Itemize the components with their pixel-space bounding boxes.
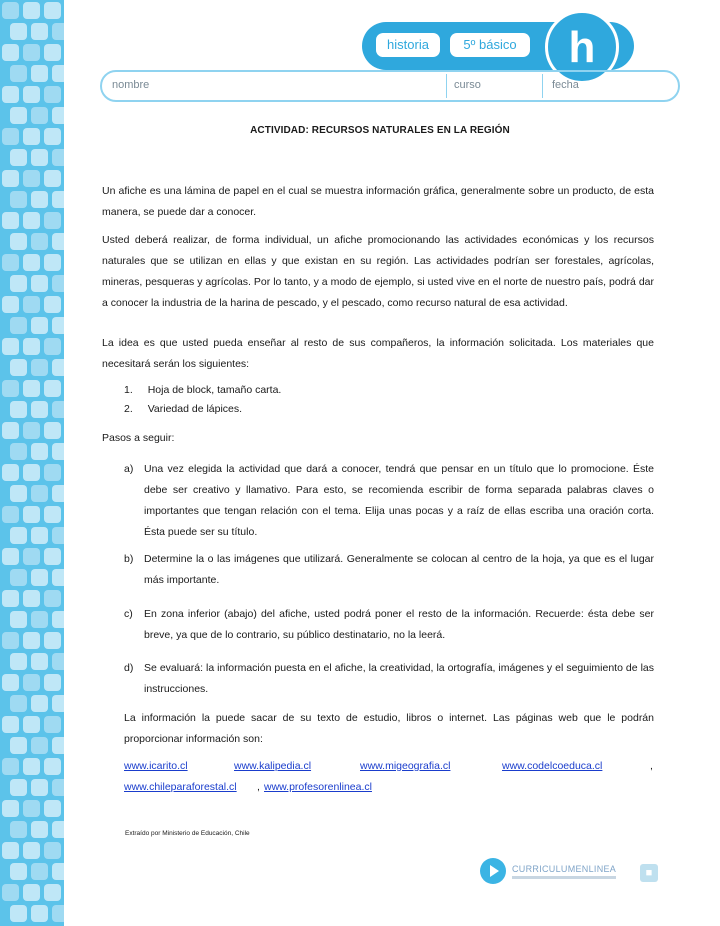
decorative-tile	[2, 2, 19, 19]
decorative-tile	[23, 128, 40, 145]
instructions-paragraph: Usted deberá realizar, de forma individual, un afiche promocionando las actividades económicas y los recursos naturales que se utilizan en ellas y que existan en su región. Las actividades podrían ser forestales, agrícolas, mineras, pesqueras y agrícolas. Por lo tanto, y a modo de ejemplo, si usted vive en el norte de nuestro país, podrá dar a conocer la industria de la harina de pescado, y el pescado, como recurso natural de esa actividad.	[102, 234, 654, 309]
decorative-tile	[52, 653, 64, 670]
curriculum-logo	[480, 858, 640, 886]
decorative-tile	[31, 107, 48, 124]
decorative-tile	[10, 317, 27, 334]
decorative-tile	[10, 485, 27, 502]
intro-paragraph: Un afiche es una lámina de papel en el cual se muestra información gráfica, generalmente sobre un producto, de esta manera, se puede dar a conocer.	[102, 185, 654, 218]
decorative-tile	[23, 716, 40, 733]
decorative-tile	[10, 611, 27, 628]
decorative-tile	[31, 275, 48, 292]
decorative-tile	[2, 506, 19, 523]
step-letter: c)	[124, 608, 133, 620]
list-item	[124, 380, 281, 400]
logo-tagline-bar	[512, 876, 616, 879]
comma: ,	[257, 781, 260, 793]
divider	[542, 74, 543, 98]
divider	[446, 74, 447, 98]
decorative-tile	[44, 170, 61, 187]
decorative-tile	[23, 674, 40, 691]
grade-badge: 5º básico	[450, 33, 530, 57]
decorative-tile	[31, 737, 48, 754]
decorative-tile	[10, 191, 27, 208]
decorative-tile	[10, 275, 27, 292]
list-text: Hoja de block, tamaño carta.	[147, 384, 282, 396]
decorative-tile	[10, 23, 27, 40]
decorative-tile	[44, 380, 61, 397]
decorative-tile	[2, 86, 19, 103]
corner-badge-icon: ■	[640, 864, 658, 882]
decorative-tile	[52, 863, 64, 880]
decorative-tile	[52, 401, 64, 418]
decorative-tile	[44, 716, 61, 733]
decorative-tile	[23, 506, 40, 523]
decorative-tile	[52, 107, 64, 124]
decorative-tile	[31, 821, 48, 838]
link-icarito[interactable]: www.icarito.cl	[124, 760, 188, 772]
decorative-tile	[10, 695, 27, 712]
decorative-tile	[52, 821, 64, 838]
decorative-tile	[52, 443, 64, 460]
decorative-tile	[2, 674, 19, 691]
decorative-tile	[2, 800, 19, 817]
decorative-tile	[2, 128, 19, 145]
decorative-tile	[31, 611, 48, 628]
step-item	[124, 549, 654, 591]
decorative-tile	[44, 338, 61, 355]
logo-text: CURRICULUMENLINEA	[512, 864, 617, 874]
decorative-tile	[52, 233, 64, 250]
decorative-tile	[31, 527, 48, 544]
decorative-tile	[2, 842, 19, 859]
decorative-tile	[23, 842, 40, 859]
subject-badge: historia	[376, 33, 440, 57]
decorative-tile	[52, 275, 64, 292]
date-field-label: fecha	[552, 79, 579, 91]
step-letter: b)	[124, 553, 134, 565]
decorative-tile	[31, 401, 48, 418]
decorative-tile	[10, 863, 27, 880]
decorative-tile	[10, 107, 27, 124]
decorative-tile	[44, 2, 61, 19]
decorative-tile	[10, 527, 27, 544]
decorative-tile	[31, 779, 48, 796]
decorative-tile	[52, 485, 64, 502]
decorative-tile	[23, 296, 40, 313]
decorative-tile	[52, 149, 64, 166]
decorative-tile	[10, 821, 27, 838]
decorative-tile	[23, 44, 40, 61]
decorative-tile	[44, 212, 61, 229]
steps-label: Pasos a seguir:	[102, 432, 175, 444]
decorative-tile	[10, 443, 27, 460]
decorative-tile	[52, 23, 64, 40]
decorative-tile	[23, 338, 40, 355]
decorative-tile	[10, 905, 27, 922]
decorative-tile	[23, 212, 40, 229]
decorative-tile	[31, 65, 48, 82]
decorative-tile	[44, 296, 61, 313]
decorative-tile	[52, 611, 64, 628]
decorative-tile	[2, 338, 19, 355]
decorative-tile	[2, 548, 19, 565]
decorative-tile	[44, 44, 61, 61]
decorative-tile	[10, 569, 27, 586]
decorative-tile	[44, 800, 61, 817]
decorative-tile	[23, 422, 40, 439]
decorative-tile	[31, 653, 48, 670]
decorative-tile	[31, 233, 48, 250]
decorative-tile	[52, 695, 64, 712]
list-number: 1.	[124, 384, 133, 396]
step-text: Determine la o las imágenes que utilizará. Generalmente se colocan al centro de la hoja, ya que es el lugar más importante.	[144, 553, 654, 586]
decorative-tile	[2, 758, 19, 775]
link-kalipedia[interactable]: www.kalipedia.cl	[234, 760, 312, 772]
decorative-tile	[2, 464, 19, 481]
decorative-tile	[10, 65, 27, 82]
decorative-tile	[23, 758, 40, 775]
play-icon	[480, 858, 506, 884]
list-number: 2.	[124, 403, 133, 415]
decorative-tile	[44, 464, 61, 481]
step-letter: a)	[124, 463, 134, 475]
decorative-tile	[44, 422, 61, 439]
decorative-tile	[10, 653, 27, 670]
decorative-tile	[2, 212, 19, 229]
student-info-bar	[100, 70, 680, 102]
step-text: En zona inferior (abajo) del afiche, usted podrá poner el resto de la información. Recuerde: ésta debe ser breve, ya que de lo contrario, su público destinatario, no la leerá.	[144, 608, 654, 641]
decorative-tile	[23, 464, 40, 481]
decorative-tile	[2, 254, 19, 271]
decorative-tile	[52, 779, 64, 796]
decorative-tile	[31, 359, 48, 376]
decorative-tile	[2, 884, 19, 901]
decorative-tile	[2, 590, 19, 607]
decorative-tile	[44, 884, 61, 901]
list-text: Variedad de lápices.	[147, 403, 243, 415]
page-title: ACTIVIDAD: RECURSOS NATURALES EN LA REGIÓN	[250, 125, 510, 136]
decorative-tile	[31, 569, 48, 586]
decorative-tile	[52, 527, 64, 544]
decorative-tile	[2, 380, 19, 397]
decorative-tile	[44, 506, 61, 523]
link-profesorenlinea[interactable]: www.profesorenlinea.cl	[264, 781, 372, 793]
link-migeografia[interactable]: www.migeografia.cl	[360, 760, 451, 772]
decorative-tile	[44, 548, 61, 565]
logo-h-icon: h	[545, 10, 619, 84]
decorative-tile	[52, 569, 64, 586]
link-codelcoeduca[interactable]: www.codelcoeduca.cl	[502, 760, 603, 772]
decorative-tile	[2, 422, 19, 439]
decorative-tile	[31, 23, 48, 40]
decorative-tile	[31, 863, 48, 880]
step-item	[124, 658, 654, 700]
decorative-tile	[52, 191, 64, 208]
course-field-label: curso	[454, 79, 481, 91]
decorative-tile	[2, 170, 19, 187]
decorative-tile	[44, 632, 61, 649]
decorative-tile	[23, 632, 40, 649]
comma: ,	[650, 760, 653, 772]
decorative-tile	[23, 86, 40, 103]
left-decorative-strip	[0, 0, 64, 926]
decorative-tile	[31, 149, 48, 166]
decorative-tile	[2, 296, 19, 313]
decorative-tile	[23, 884, 40, 901]
step-item	[124, 604, 654, 646]
decorative-tile	[31, 485, 48, 502]
decorative-tile	[10, 737, 27, 754]
decorative-tile	[44, 128, 61, 145]
decorative-tile	[10, 779, 27, 796]
decorative-tile	[10, 359, 27, 376]
decorative-tile	[31, 191, 48, 208]
decorative-tile	[2, 632, 19, 649]
decorative-tile	[52, 317, 64, 334]
decorative-tile	[44, 758, 61, 775]
decorative-tile	[44, 590, 61, 607]
decorative-tile	[31, 443, 48, 460]
step-text: Una vez elegida la actividad que dará a conocer, tendrá que pensar en un título que lo promocione. Éste debe ser creativo y llamativo. Para esto, se recomienda escribir de forma separada palabras claves o importantes que tengan relación con el tema. Elija unas pocas y a raíz de ellas escriba una oración corta. Ésta puede ser su título.	[144, 463, 654, 538]
decorative-tile	[44, 254, 61, 271]
decorative-tile	[52, 737, 64, 754]
decorative-tile	[23, 800, 40, 817]
list-item	[124, 399, 242, 419]
link-chileparaforestal[interactable]: www.chileparaforestal.cl	[124, 781, 237, 793]
step-text: Se evaluará: la información puesta en el afiche, la creatividad, la ortografía, imágenes y el seguimiento de las instrucciones.	[144, 662, 654, 695]
decorative-tile	[23, 2, 40, 19]
decorative-tile	[52, 359, 64, 376]
materials-intro-paragraph: La idea es que usted pueda enseñar al resto de sus compañeros, la información solicitada. Los materiales que necesitará serán los siguientes:	[102, 337, 654, 370]
decorative-tile	[10, 401, 27, 418]
decorative-tile	[31, 905, 48, 922]
decorative-tile	[52, 905, 64, 922]
decorative-tile	[23, 170, 40, 187]
closing-paragraph: La información la puede sacar de su texto de estudio, libros o internet. Las páginas web que le podrán proporcionar información son:	[124, 712, 654, 745]
decorative-tile	[2, 716, 19, 733]
decorative-tile	[23, 548, 40, 565]
source-footnote: Extraído por Ministerio de Educación, Chile	[125, 830, 250, 837]
decorative-tile	[23, 380, 40, 397]
decorative-tile	[52, 65, 64, 82]
decorative-tile	[10, 149, 27, 166]
decorative-tile	[2, 44, 19, 61]
decorative-tile	[44, 842, 61, 859]
step-item	[124, 459, 654, 543]
decorative-tile	[31, 317, 48, 334]
decorative-tile	[23, 254, 40, 271]
step-letter: d)	[124, 662, 134, 674]
decorative-tile	[23, 590, 40, 607]
decorative-tile	[10, 233, 27, 250]
name-field-label: nombre	[112, 79, 150, 91]
decorative-tile	[44, 86, 61, 103]
decorative-tile	[44, 674, 61, 691]
decorative-tile	[31, 695, 48, 712]
